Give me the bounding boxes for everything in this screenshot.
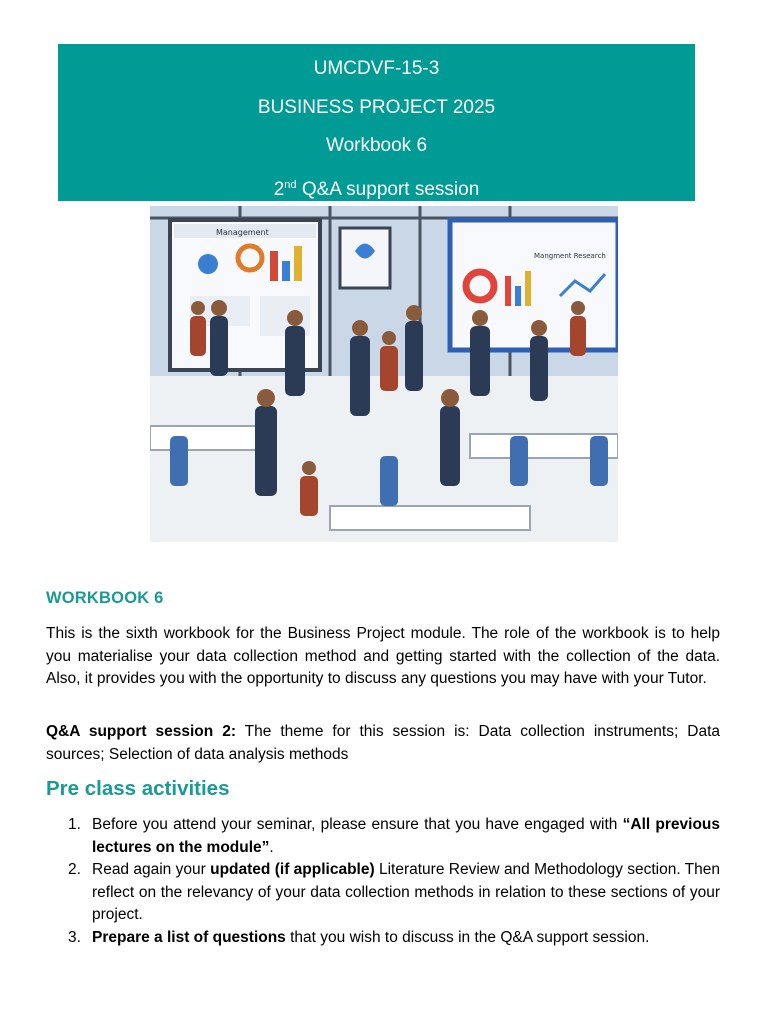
workbook-heading: WORKBOOK 6: [46, 589, 164, 607]
list-bold-text: Prepare a list of questions: [92, 928, 286, 946]
list-item: [46, 814, 720, 859]
list-item: [46, 927, 720, 950]
board-right-label: Mangment Research: [534, 252, 606, 260]
list-bold-text: “All previous lectures on the module”: [92, 816, 721, 856]
small-board: [340, 228, 390, 288]
office-illustration: [150, 206, 618, 542]
list-number: 3.: [68, 928, 81, 946]
qa-session-paragraph: [46, 721, 720, 766]
session-title: [58, 166, 695, 205]
session-ordinal: nd: [284, 178, 297, 191]
intro-paragraph: This is the sixth workbook for the Business Project module. The role of the workbook is to help you materialise your data collection method and getting started with the collection of the data. Also, it provides you with the opportunity to discuss any questions you may have with your Tutor.: [46, 625, 720, 687]
list-text: Read again your: [92, 861, 211, 878]
list-number: 1.: [68, 816, 81, 833]
session-label: Q&A support session: [296, 178, 480, 200]
list-item: [46, 859, 720, 927]
list-text: that you wish to discuss in the Q&A support session.: [285, 928, 650, 946]
list-text: Literature Review and Methodology section. Then reflect on the relevancy of your data collection methods in relation to these sections of your project.: [92, 861, 720, 923]
module-code: UMCDVF-15-3: [313, 58, 440, 79]
pre-class-heading: Pre class activities: [46, 777, 230, 800]
workbook-title: Workbook 6: [325, 135, 428, 156]
list-text: Before you attend your seminar, please ensure that you have engaged with: [92, 816, 623, 833]
title-banner: [58, 44, 695, 201]
pre-class-list: [46, 814, 720, 949]
board-left-label: Management: [216, 228, 269, 237]
qa-session-label: Q&A support session 2:: [46, 723, 236, 740]
list-text: .: [269, 838, 274, 856]
module-title: BUSINESS PROJECT 2025: [257, 96, 496, 118]
list-number: 2.: [68, 861, 81, 878]
list-bold-text: updated (if applicable): [210, 861, 375, 878]
qa-session-text: The theme for this session is: Data collection instruments; Data sources; Selection of data analysis methods: [46, 723, 720, 763]
session-number: 2: [273, 178, 285, 200]
